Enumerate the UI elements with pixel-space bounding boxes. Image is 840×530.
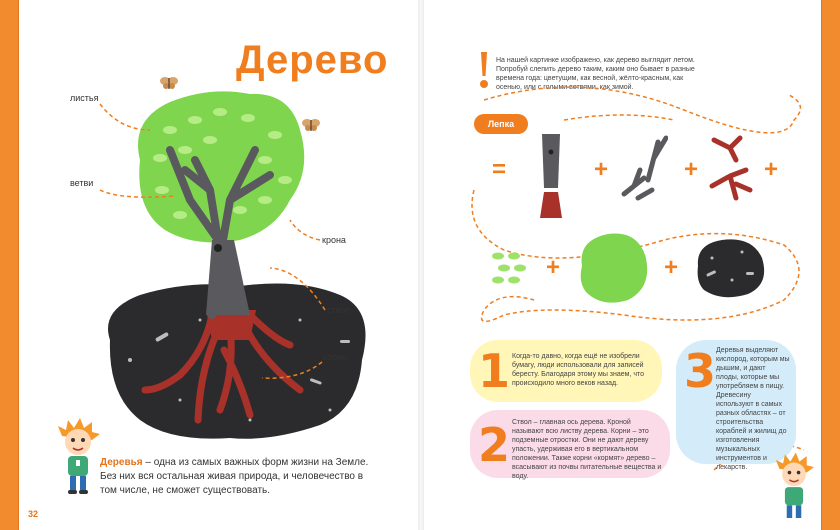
modeling-tag: Лепка	[474, 114, 528, 134]
fact-number: 3	[684, 344, 717, 398]
label-roots: корни	[323, 352, 348, 362]
boy-mascot-icon	[56, 418, 100, 496]
trunk-piece-illustration	[538, 132, 564, 220]
fact-card-3	[676, 340, 796, 471]
modeling-note: На нашей картинке изображено, как дерево выглядит летом. Попробуй слепить дерево таким, каким оно бывает в разные времена года: цветущим, как весной, жёлто-красным, как осенью, или с голыми ветвями, как зимой.	[496, 57, 695, 91]
label-branches: ветви	[70, 178, 94, 188]
fact-number: 1	[478, 344, 511, 398]
page-number: 32	[28, 509, 39, 519]
roots-piece-illustration	[706, 134, 756, 208]
label-crown: крона	[322, 235, 346, 245]
fact-number: 2	[478, 418, 511, 472]
label-trunk: ствол	[327, 305, 351, 315]
intro-highlight: Деревья	[100, 457, 143, 468]
fact-text: Ствол – главная ось дерева. Кроной называют всю листву дерева. Корни – это подземные отростки. Они не дают дереву упасть, удерживая его в вертикальном положении. Также корни «кормят» дерево – всасывают из почвы питательные вещества и воду.	[512, 419, 662, 480]
plus-sign: +	[684, 156, 699, 183]
plus-sign: +	[594, 156, 609, 183]
boy-mascot-icon	[774, 452, 814, 524]
plus-sign: +	[764, 156, 779, 183]
fact-text: Деревья выделяют кислород, которым мы дышим, и дают плоды, которые мы употребляем в пищу. Древесину используют в самых разных областях – от строительства кораблей и жилищ до изготовления музыкальных инструментов и лекарств.	[716, 347, 790, 471]
label-leaves: листья	[70, 93, 99, 103]
soil-piece-illustration	[692, 236, 768, 300]
plus-sign: +	[664, 254, 679, 281]
page-title: Дерево	[236, 38, 389, 82]
fact-text: Когда-то давно, когда ещё не изобрели бумагу, люди использовали для записей бересту. Благодаря этому мы знаем, что происходило много веков назад.	[512, 353, 645, 387]
leaf-pieces-illustration	[490, 250, 530, 286]
intro-text: – одна из самых важных форм жизни на Земле. Без них вся остальная живая природа, и человечество в том числе, не сможет существовать.	[100, 457, 369, 496]
equals-sign: =	[492, 156, 507, 183]
branches-piece-illustration	[618, 130, 668, 206]
plus-sign: +	[546, 254, 561, 281]
crown-piece-illustration	[572, 230, 652, 306]
fact-card-1	[470, 340, 662, 402]
fact-card-2	[470, 410, 670, 478]
intro-paragraph	[100, 456, 370, 498]
